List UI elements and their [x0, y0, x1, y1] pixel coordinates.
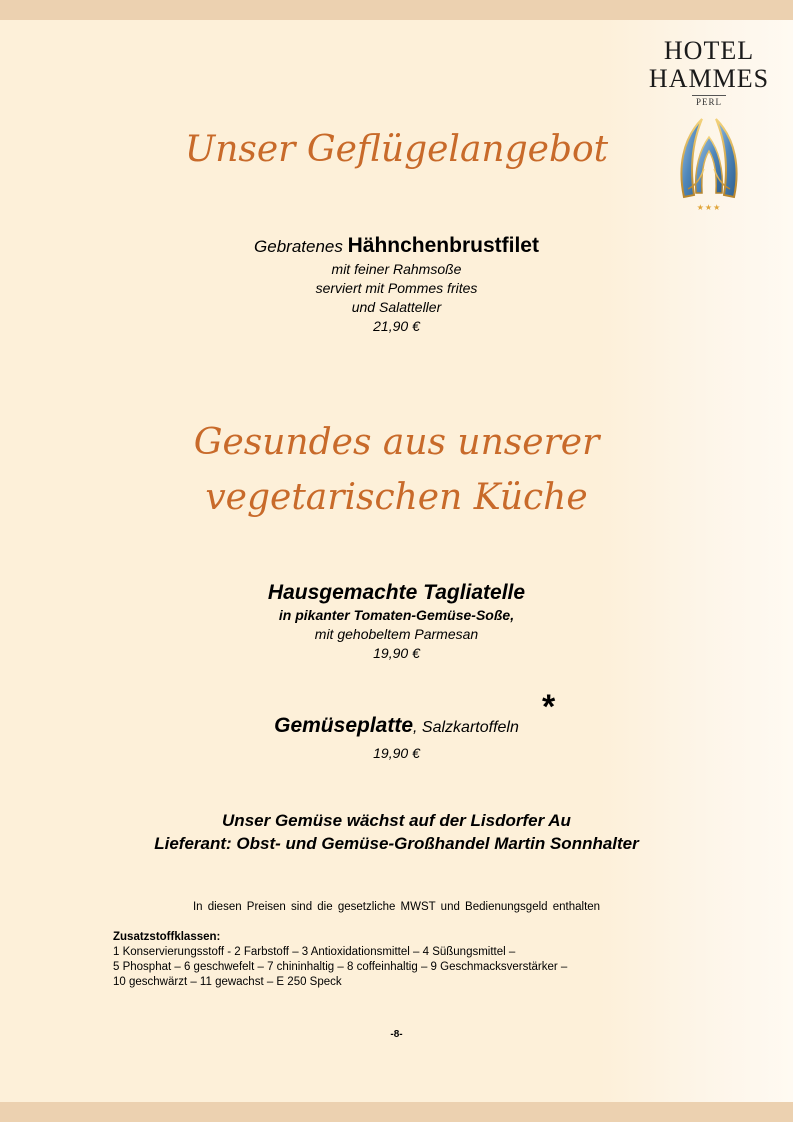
logo-line-hammes: HAMMES	[648, 64, 770, 93]
additives-line-3: 10 geschwärzt – 11 gewachst – E 250 Speck	[113, 976, 342, 988]
logo-line-perl: PERL	[692, 95, 726, 107]
top-band	[0, 0, 793, 20]
dish-chicken	[0, 233, 793, 336]
dish-tagliatelle-price: 19,90 €	[373, 645, 420, 661]
dish-tagliatelle-name: Hausgemachte Tagliatelle	[267, 581, 526, 604]
supplier-note	[0, 809, 793, 855]
heading-poultry: Unser Geflügelangebot	[184, 129, 609, 170]
additives-line-2: 5 Phosphat – 6 geschwefelt – 7 chininhaltig – 8 coffeinhaltig – 9 Geschmacksverstärker –	[113, 961, 568, 973]
dish-tagliatelle	[0, 580, 793, 663]
dish-platter-name: Gemüseplatte	[274, 714, 414, 737]
dish-chicken-price: 21,90 €	[373, 318, 420, 334]
supplier-line-1: Unser Gemüse wächst auf der Lisdorfer Au	[222, 811, 571, 830]
dish-platter-price: 19,90 €	[373, 745, 420, 761]
heading-vegetarian-1: Gesundes aus unserer	[193, 422, 600, 463]
page-number: -8-	[390, 1029, 403, 1040]
dish-chicken-prefix: Gebratenes	[254, 237, 343, 256]
dish-tagliatelle-desc-2: mit gehobeltem Parmesan	[314, 626, 479, 642]
dish-tagliatelle-desc-1: in pikanter Tomaten-Gemüse-Soße,	[278, 607, 515, 623]
dish-chicken-desc-1: mit feiner Rahmsoße	[331, 261, 462, 277]
dish-platter-side: Salzkartoffeln	[421, 719, 519, 736]
heading-vegetarian-2: vegetarischen Küche	[205, 477, 588, 518]
dish-vegetable-platter	[0, 713, 793, 763]
mwst-note: In diesen Preisen sind die gesetzliche MWST und Bedienungsgeld enthalten	[192, 901, 601, 913]
additives-title: Zusatzstoffklassen:	[113, 931, 221, 943]
bottom-band	[0, 1102, 793, 1122]
dish-chicken-desc-2: serviert mit Pommes frites	[315, 280, 478, 296]
dish-chicken-desc-3: und Salatteller	[351, 299, 442, 315]
dish-chicken-name: Hähnchenbrustfilet	[347, 234, 539, 257]
logo-line-hotel: HOTEL	[663, 36, 755, 65]
hotel-stars: ★★★	[696, 203, 722, 212]
additives-line-1: 1 Konservierungsstoff - 2 Farbstoff – 3 Antioxidationsmittel – 4 Süßungsmittel –	[113, 946, 516, 958]
platter-asterisk: *	[542, 688, 556, 726]
additives-block	[113, 930, 673, 990]
dish-platter-sep: ,	[413, 719, 418, 736]
supplier-line-2: Lieferant: Obst- und Gemüse-Großhandel Martin Sonnhalter	[154, 834, 639, 853]
